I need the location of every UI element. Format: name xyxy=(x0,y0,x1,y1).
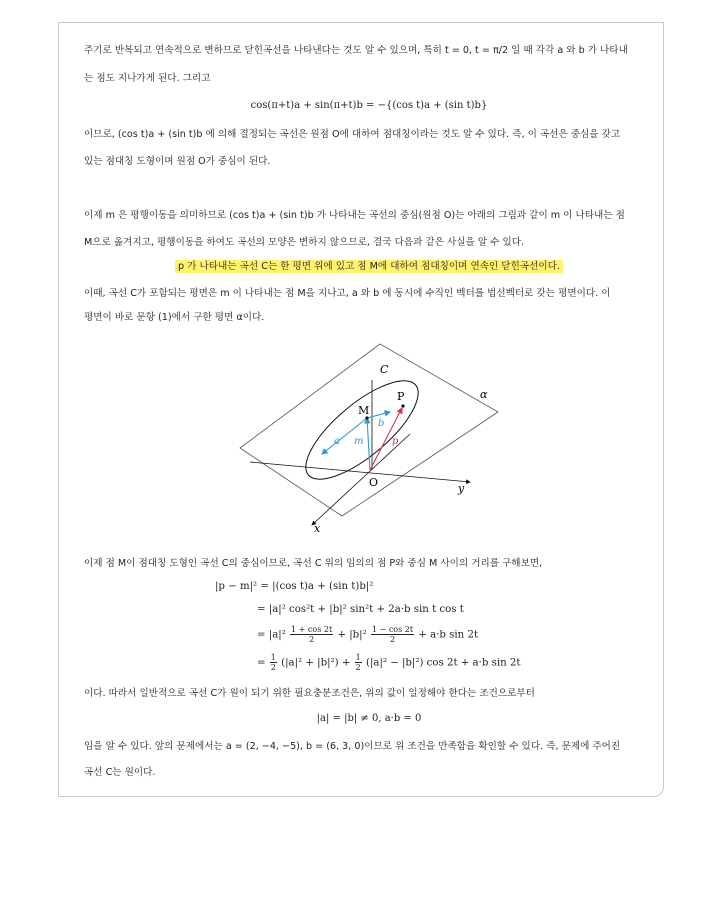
para2-line2: 있는 점대칭 도형이며 원점 O가 중심이 된다. xyxy=(84,156,271,167)
eq-line-3-a: = |a|² xyxy=(257,629,286,641)
eq-line-3-c: + a·b sin 2t xyxy=(418,629,479,641)
para2-line1: 이므로, (cos t)a + (sin t)b 에 의해 결정되는 곡선은 원점 O에 대하여 점대칭이라는 것도 알 수 있다. 즉, 이 곡선은 중심을 갖고 xyxy=(84,129,621,140)
label-x-axis: x xyxy=(314,522,321,535)
point-p xyxy=(401,404,404,407)
label-p-vector: p xyxy=(392,436,399,447)
label-origin: O xyxy=(369,476,379,489)
para3-line1: 이제 m 은 평행이동을 의미하므로 (cos t)a + (sin t)b 가 나타내는 곡선의 중심(원점 O)는 아래의 그림과 같이 m 이 나타내는 점 xyxy=(84,210,625,221)
label-alpha: α xyxy=(480,388,488,401)
para4-line1: 이때, 곡선 C가 포함되는 평면은 m 이 나타내는 점 M을 지나고, a 와 b 에 동시에 수직인 벡터를 법선벡터로 갖는 평면이다. 이 xyxy=(84,288,611,299)
para7-line2: 곡선 C는 원이다. xyxy=(84,767,156,778)
label-a-vector: a xyxy=(334,436,340,447)
para5: 이제 점 M이 점대칭 도형인 곡선 C의 중심이므로, 곡선 C 위의 임의의 점 P와 중심 M 사이의 거리를 구해보면, xyxy=(84,558,543,569)
eq-line-4: = $\frac{1}{2}$ (|a|² + |b|²) + $\frac{1}{2}$ (|a|² − |b|²) cos 2t + a·b sin 2t xyxy=(257,653,521,672)
fraction-1: $\frac{1 + \cos 2t}{2}$ xyxy=(291,625,333,644)
highlight-text: p 가 나타내는 곡선 C는 한 평면 위에 있고 점 M에 대하여 점대칭이며 연속인 닫힌곡선이다. xyxy=(175,260,563,273)
x-axis xyxy=(312,434,410,525)
label-m-point: M xyxy=(358,404,370,417)
eq-line-3-b: + |b|² xyxy=(337,629,367,641)
highlight-statement xyxy=(84,260,654,274)
para3-line2: M으로 옮겨지고, 평행이동을 하여도 곡선의 모양은 변하지 않으므로, 결국 다음과 같은 사실을 알 수 있다. xyxy=(84,237,525,248)
eq-line-1: |p − m|² = |(cos t)a + (sin t)b|² xyxy=(215,581,374,592)
curve-c xyxy=(292,365,433,495)
vector-m xyxy=(367,418,370,470)
label-y-axis: y xyxy=(458,482,465,495)
eq-line-2: = |a|² cos²t + |b|² sin²t + 2a·b sin t cos t xyxy=(257,604,464,615)
label-c: C xyxy=(380,363,389,376)
half-2: $\frac{1}{2}$ xyxy=(355,653,361,672)
para6: 이다. 따라서 일반적으로 곡선 C가 원이 되기 위한 필요충분조건은, 위의 값이 일정해야 한다는 조건으로부터 xyxy=(84,688,535,699)
equation-symmetry: cos(π+t)a + sin(π+t)b = −{(cos t)a + (sin t)b} xyxy=(250,100,488,111)
label-p-point: P xyxy=(397,390,405,403)
half-1: $\frac{1}{2}$ xyxy=(270,653,276,672)
label-b-vector: b xyxy=(378,418,385,429)
y-axis xyxy=(250,462,470,482)
para1-line1: 주기로 반복되고 연속적으로 변하므로 닫힌곡선을 나타낸다는 것도 알 수 있으며, 특히 t = 0, t = π/2 일 때 각각 a 와 b 가 나타내 xyxy=(84,45,628,56)
eq-line-3 xyxy=(257,625,478,644)
label-m-vector: m xyxy=(354,436,364,447)
geometry-figure xyxy=(230,340,510,540)
para7-line1: 임을 알 수 있다. 앞의 문제에서는 a = (2, −4, −5), b = (6, 3, 0)이므로 위 조건을 만족함을 확인할 수 있다. 즉, 문제에 주어진 xyxy=(84,741,621,752)
para1-line2: 는 점도 지나가게 된다. 그리고 xyxy=(84,73,211,84)
equation-condition: |a| = |b| ≠ 0, a·b = 0 xyxy=(316,713,422,724)
para4-line2: 평면이 바로 문항 (1)에서 구한 평면 α이다. xyxy=(84,312,265,323)
fraction-2: $\frac{1 - \cos 2t}{2}$ xyxy=(371,625,414,644)
